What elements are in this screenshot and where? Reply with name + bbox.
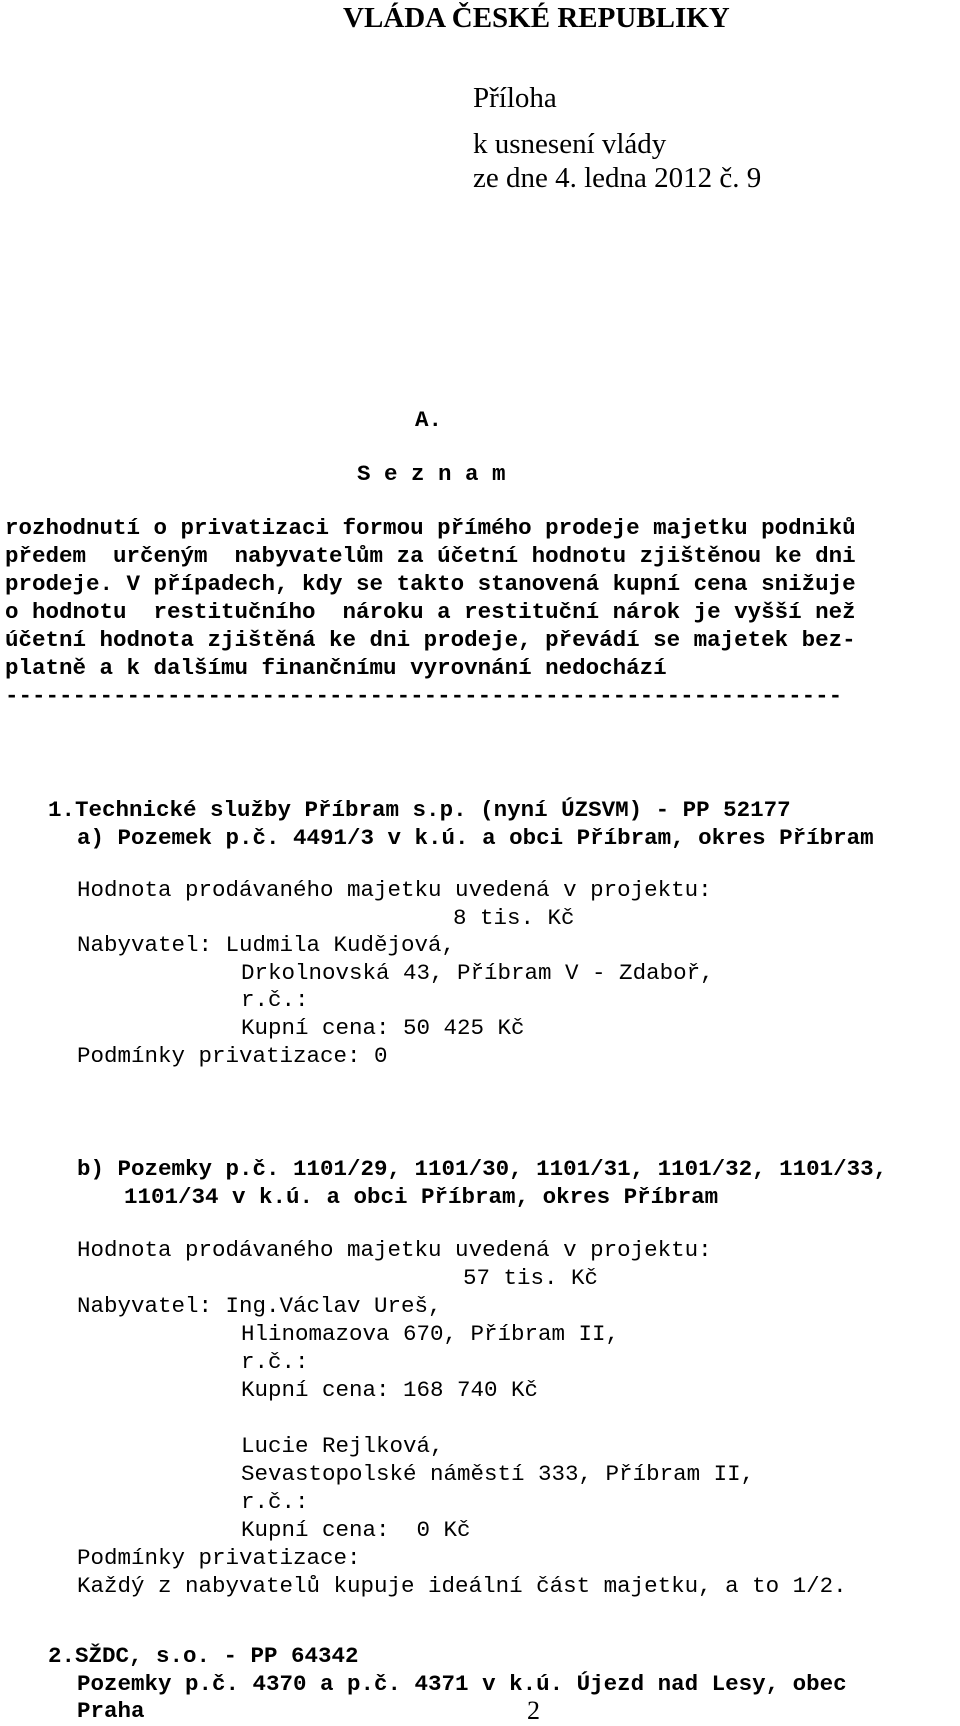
intro-line-5: účetní hodnota zjištěná ke dni prodeje, převádí se majetek bez- [5,627,856,653]
section-title: S e z n a m [357,461,506,487]
item1b-buyer1-price: Kupní cena: 168 740 Kč [241,1377,539,1403]
item2-line2: Praha [77,1698,145,1724]
item1b-buyer2-price: Kupní cena: 0 Kč [241,1517,471,1543]
intro-line-1: rozhodnutí o privatizaci formou přímého prodeje majetku podniků [5,515,856,541]
item1a-value: 8 tis. Kč [453,905,575,931]
item2-line1: Pozemky p.č. 4370 a p.č. 4371 v k.ú. Újezd nad Lesy, obec [77,1671,847,1697]
item1b-buyer2-address: Sevastopolské náměstí 333, Příbram II, [241,1461,755,1487]
item1b-buyer2-name: Lucie Rejlková, [241,1433,444,1459]
item1b-buyer1-label: Nabyvatel: Ing.Václav Ureš, [77,1293,442,1319]
item1a-buyer-address: Drkolnovská 43, Příbram V - Zdaboř, [241,960,714,986]
item1b-buyer2-rc: r.č.: [241,1489,309,1515]
item1a-title: a) Pozemek p.č. 4491/3 v k.ú. a obci Příbram, okres Příbram [77,825,874,851]
item1b-value: 57 tis. Kč [463,1265,599,1291]
government-title: VLÁDA ČESKÉ REPUBLIKY [343,2,730,34]
item1-heading: 1.Technické služby Příbram s.p. (nyní ÚZSVM) - PP 52177 [48,797,791,823]
item1a-value-label: Hodnota prodávaného majetku uvedená v projektu: [77,877,712,903]
item1b-conditions: Podmínky privatizace: [77,1545,361,1571]
resolution-date: ze dne 4. ledna 2012 č. 9 [473,162,762,194]
page-number: 2 [527,1696,540,1725]
divider-line: -------------------------------------------------------------- [5,683,843,709]
item1b-title-line2: 1101/34 v k.ú. a obci Příbram, okres Příbram [124,1184,719,1210]
intro-line-2: předem určeným nabyvatelům za účetní hodnotu zjištěnou ke dni [5,543,856,569]
item1a-conditions: Podmínky privatizace: 0 [77,1043,388,1069]
section-letter: A. [415,407,443,433]
item1a-buyer-label: Nabyvatel: Ludmila Kudějová, [77,932,456,958]
intro-line-6: platně a k dalšímu finančnímu vyrovnání nedochází [5,655,667,681]
attachment-label: Příloha [473,82,557,114]
item2-heading: 2.SŽDC, s.o. - PP 64342 [48,1643,359,1669]
item1a-price: Kupní cena: 50 425 Kč [241,1015,525,1041]
item1b-title-line1: b) Pozemky p.č. 1101/29, 1101/30, 1101/31, 1101/32, 1101/33, [77,1156,888,1182]
item1a-buyer-rc: r.č.: [241,987,309,1013]
resolution-label: k usnesení vlády [473,128,667,160]
intro-line-3: prodeje. V případech, kdy se takto stanovená kupní cena snižuje [5,571,856,597]
intro-line-4: o hodnotu restitučního nároku a restituční nárok je vyšší než [5,599,856,625]
item1b-value-label: Hodnota prodávaného majetku uvedená v projektu: [77,1237,712,1263]
item1b-buyer1-rc: r.č.: [241,1349,309,1375]
item1b-conditions-text: Každý z nabyvatelů kupuje ideální část majetku, a to 1/2. [77,1573,847,1599]
item1b-buyer1-address: Hlinomazova 670, Příbram II, [241,1321,620,1347]
